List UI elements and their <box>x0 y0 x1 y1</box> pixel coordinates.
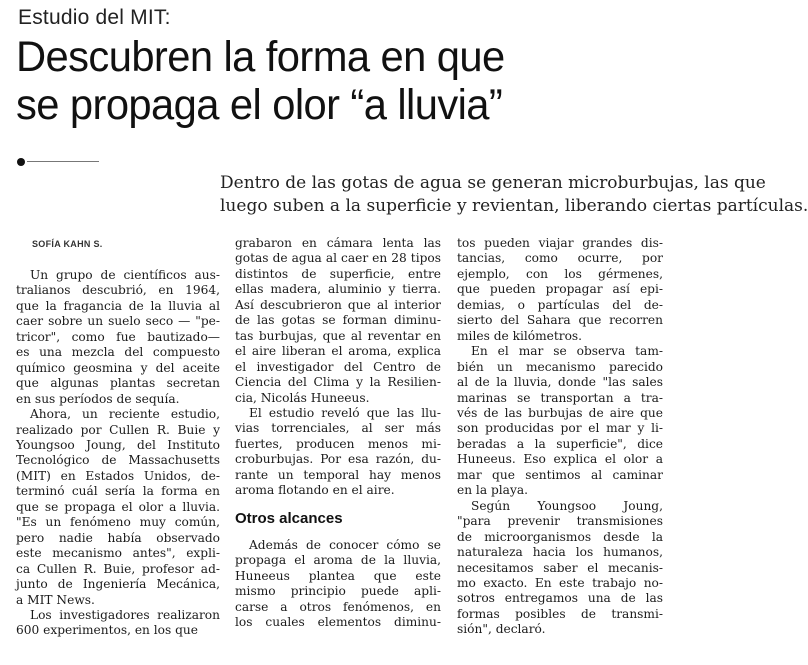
text-line: tos pueden viajar grandes dis- <box>457 236 663 250</box>
text-line: miles de kilómetros. <box>457 328 583 343</box>
text-line: Huneeus. Eso explica el olor a <box>457 452 663 467</box>
text-line: sierto del Sahara que recorren <box>457 313 663 328</box>
text-line: al de la lluvia, donde "las sales <box>457 375 663 390</box>
text-line: "para prevenir transmisiones <box>457 514 663 529</box>
article-byline: SOFÍA KAHN S. <box>32 239 103 249</box>
text-line: aroma flotando en el aire. <box>235 483 395 498</box>
article-deck <box>220 172 808 218</box>
article-column-3 <box>457 236 663 638</box>
text-line: en la playa. <box>457 483 528 498</box>
text-line: bién un mecanismo parecido <box>457 359 663 374</box>
text-line: gotas de agua al caer en 28 tipos <box>235 251 441 266</box>
headline-line: Descubren la forma en que <box>16 33 505 81</box>
text-line: que se propaga el olor a lluvia. <box>16 499 220 514</box>
text-line: Youngsoo Joung, del Instituto <box>16 437 220 452</box>
text-line: Huneeus plantea que este <box>235 568 441 583</box>
text-line: junto de Ingeniería Mecánica, <box>16 577 220 592</box>
text-line: ellas madera, aluminio y tierra. <box>235 282 441 297</box>
text-line: 600 experimentos, en los que <box>16 623 198 638</box>
text-line: formas posibles de transmi- <box>457 606 663 621</box>
text-line: Un grupo de científicos aus- <box>30 268 220 282</box>
text-line: Los investigadores realizaron <box>30 607 220 622</box>
text-line: mo exacto. En este trabajo no- <box>457 575 663 590</box>
text-line: fuertes, producen menos mi- <box>235 436 441 451</box>
text-line: grabaron en cámara lenta las <box>235 236 441 250</box>
text-line: tricor", como fue bautizado— <box>16 329 220 344</box>
article-kicker: Estudio del MIT: <box>18 6 171 29</box>
text-line: vés de las burbujas de aire que <box>457 405 663 420</box>
text-line: que algunas plantas secretan <box>16 376 220 391</box>
text-line: naturaleza hacia los humanos, <box>457 545 663 560</box>
article-column-2 <box>235 236 441 630</box>
text-line: realizado por Cullen R. Buie y <box>16 422 220 437</box>
text-line: que pueden propagar así epi- <box>457 282 663 297</box>
text-line: son producidas por el mar y li- <box>457 421 663 436</box>
text-line: Ahora, un reciente estudio, <box>30 407 220 422</box>
text-line: Ciencia del Clima y la Resilien- <box>235 375 441 390</box>
text-line: marinas se transportan a tra- <box>457 390 663 405</box>
text-line: Así descubrieron que al interior <box>235 297 441 312</box>
text-line: rante un temporal hay menos <box>235 467 441 482</box>
text-line: sión", declaró. <box>457 622 546 637</box>
text-line: cia, Nicolás Huneeus. <box>235 390 370 405</box>
text-line: ca Cullen R. Buie, profesor ad- <box>16 561 220 576</box>
text-line: croburbujas. Por esa razón, du- <box>235 452 441 467</box>
text-line: mar que sentimos al caminar <box>457 467 663 482</box>
bullet-dot <box>17 158 25 166</box>
text-line: mismo principio puede apli- <box>235 584 441 599</box>
headline-line: se propaga el olor “a lluvia” <box>16 81 503 129</box>
deck-line: Dentro de las gotas de agua se generan microburbujas, las que <box>220 173 766 193</box>
text-line: carse a otros fenómenos, en <box>235 599 441 614</box>
text-line: Además de conocer cómo se <box>249 537 441 552</box>
text-line: de microorganismos desde la <box>457 529 663 544</box>
text-line: el aire liberan el aroma, explica <box>235 344 441 359</box>
divider-line <box>27 161 99 162</box>
article-column-1 <box>16 268 220 639</box>
text-line: En el mar se observa tam- <box>471 344 663 359</box>
text-line: (MIT) en Estados Unidos, de- <box>16 468 220 483</box>
section-subhead: Otros alcances <box>235 509 343 527</box>
text-line: tas burbujas, que al reventar en <box>235 328 441 343</box>
text-line: este mecanismo antes", expli- <box>16 546 220 561</box>
text-line: sotros entregamos una de las <box>457 591 663 606</box>
text-line: "Es un fenómeno muy común, <box>16 515 220 530</box>
text-line: pero nadie había observado <box>16 530 220 545</box>
text-line: a MIT News. <box>16 592 95 607</box>
deck-line: luego suben a la superficie y revientan, liberando ciertas partículas. <box>220 196 808 216</box>
text-line: demias, o partículas del de- <box>457 297 663 312</box>
text-line: El estudio reveló que las llu- <box>249 405 441 420</box>
text-line: necesitamos saber el mecanis- <box>457 560 663 575</box>
article-headline <box>16 33 666 129</box>
text-line: que la fragancia de la lluvia al <box>16 298 220 313</box>
text-line: en sus períodos de sequía. <box>16 391 180 406</box>
text-line: ejemplo, con los gérmenes, <box>457 266 663 281</box>
text-line: caer sobre un suelo seco — "pe- <box>16 314 220 329</box>
text-line: distintos de superficie, entre <box>235 266 441 281</box>
text-line: tancias, como ocurre, por <box>457 251 663 266</box>
text-line: terminó cuál sería la forma en <box>16 484 220 499</box>
text-line: es una mezcla del compuesto <box>16 345 220 360</box>
text-line: el investigador del Centro de <box>235 359 441 374</box>
text-line: Según Youngsoo Joung, <box>471 498 663 513</box>
text-line: vias torrenciales, al ser más <box>235 421 441 436</box>
text-line: de las gotas se forman diminu- <box>235 313 441 328</box>
text-line: propaga el aroma de la lluvia, <box>235 553 441 568</box>
text-line: beradas a la superficie", dice <box>457 436 663 451</box>
text-line: Tecnológico de Massachusetts <box>16 453 220 468</box>
text-line: químico geosmina y del aceite <box>16 360 220 375</box>
text-line: tralianos descubrió, en 1964, <box>16 283 220 298</box>
text-line: los cuales elementos diminu- <box>235 614 441 629</box>
